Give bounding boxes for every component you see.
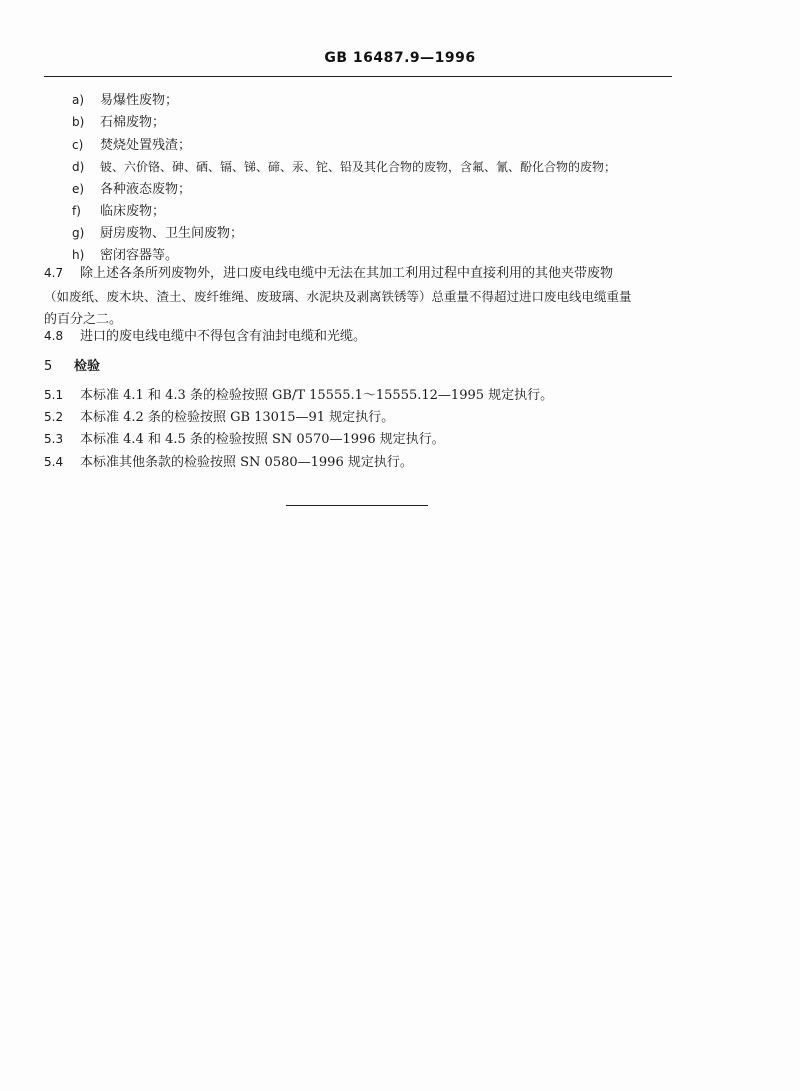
list-item-label: a) [72, 93, 85, 107]
list-item-label: e) [72, 182, 85, 196]
clause-text: 进口的废电线电缆中不得包含有油封电缆和光缆。 [80, 329, 367, 344]
clause-number: 4.7 [44, 266, 64, 280]
clause-number: 5.1 [44, 388, 64, 402]
clause-text: 本标准 4.2 条的检验按照 GB 13015—91 规定执行。 [80, 410, 395, 425]
clause-number: 5.2 [44, 410, 64, 424]
list-item-text: 焚烧处置残渣； [100, 138, 192, 153]
end-of-document-rule [286, 505, 428, 506]
list-item [72, 159, 616, 175]
list-item-text: 临床废物； [100, 204, 166, 219]
list-item-text: 厨房废物、卫生间废物； [100, 226, 244, 241]
list-item-text: 石棉废物； [100, 115, 166, 130]
clause-5-1 [44, 384, 684, 407]
section-number: 5 [44, 359, 53, 374]
header-divider [44, 76, 672, 77]
section-title: 检验 [74, 359, 101, 374]
clause-number: 5.4 [44, 455, 64, 469]
list-item-text: 铍、六价铬、砷、硒、镉、锑、碲、汞、铊、铅及其化合物的废物，含氟、氰、酚化合物的废物； [100, 160, 617, 174]
list-item [72, 114, 165, 131]
clause-text: 本标准 4.4 和 4.5 条的检验按照 SN 0570—1996 规定执行。 [80, 432, 445, 447]
list-item [72, 181, 191, 198]
clause-4-7 [44, 262, 684, 331]
section-heading [44, 359, 100, 375]
clause-5-3 [44, 428, 684, 451]
list-item [72, 225, 243, 242]
list-item-text: 易爆性废物； [100, 93, 179, 108]
clause-text: 本标准其他条款的检验按照 SN 0580—1996 规定执行。 [80, 455, 413, 470]
list-item [72, 92, 178, 109]
clause-number: 4.8 [44, 329, 64, 343]
clause-text-line: 的百分之二。 [44, 312, 123, 327]
list-item-label: h) [72, 248, 85, 262]
list-item-text: 各种液态废物； [100, 182, 192, 197]
list-item-label: d) [72, 160, 85, 174]
clause-5-4 [44, 451, 684, 474]
list-item-label: f) [72, 204, 81, 218]
clause-number: 5.3 [44, 432, 64, 446]
list-item-label: b) [72, 115, 85, 129]
standard-code-header: GB 16487.9—1996 [324, 50, 476, 66]
clause-text: 本标准 4.1 和 4.3 条的检验按照 GB/T 15555.1～15555.12—1995 规定执行。 [80, 388, 554, 403]
list-item-label: c) [72, 138, 84, 152]
list-item [72, 203, 165, 220]
clause-4-8 [44, 325, 684, 348]
clause-5-2 [44, 406, 684, 429]
list-item [72, 137, 191, 154]
list-item-label: g) [72, 226, 85, 240]
list-item-text: 密闭容器等。 [100, 248, 179, 263]
clause-text-line: 除上述各条所列废物外，进口废电线电缆中无法在其加工利用过程中直接利用的其他夹带废物 [80, 266, 614, 281]
clause-text-line: （如废纸、废木块、渣土、废纤维绳、废玻璃、水泥块及剥离铁锈等）总重量不得超过进口废电线电缆重量 [44, 289, 632, 304]
